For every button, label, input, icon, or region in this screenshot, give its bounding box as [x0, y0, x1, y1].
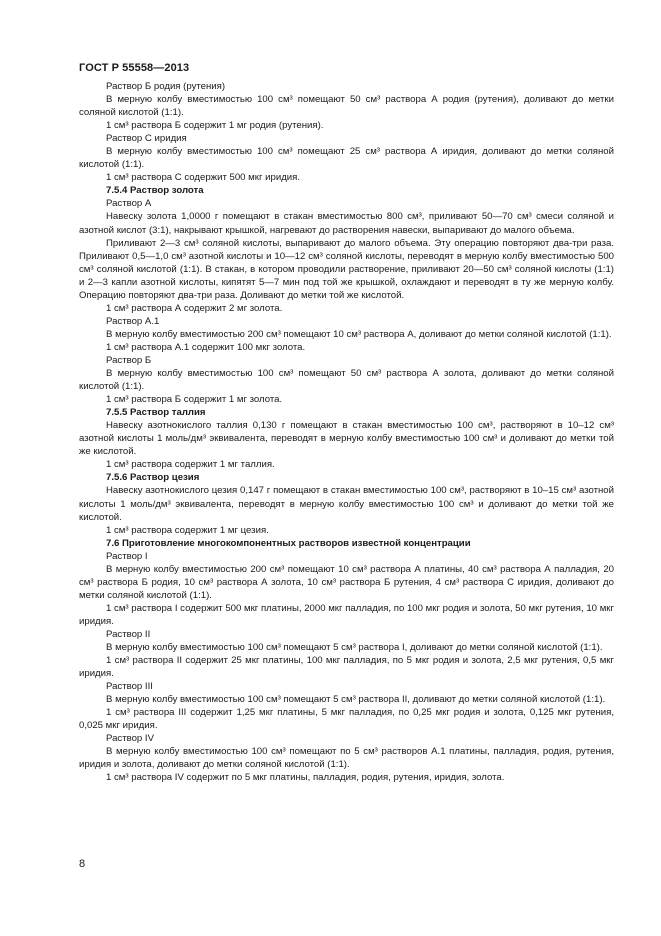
paragraph: В мерную колбу вместимостью 100 см³ помещают 25 см³ раствора А иридия, доливают до метки соляной кислотой (1:1).	[79, 146, 614, 171]
paragraph: 1 см³ раствора III содержит 1,25 мкг платины, 5 мкг палладия, по 0,25 мкг родия и золота, 0,125 мкг рутения, 0,025 мкг иридия.	[79, 707, 614, 732]
page-number: 8	[79, 858, 86, 870]
paragraph: 1 см³ раствора I содержит 500 мкг платины, 2000 мкг палладия, по 100 мкг родия и золота, 50 мкг рутения, 10 мкг иридия.	[79, 602, 614, 627]
document-header: ГОСТ Р 55558—2013	[79, 62, 190, 74]
paragraph: Раствор II	[106, 628, 151, 640]
paragraph: 1 см³ раствора содержит 1 мг цезия.	[106, 524, 269, 536]
paragraph: В мерную колбу вместимостью 100 см³ помещают 50 см³ раствора А золота, доливают до метки соляной кислотой (1:1).	[79, 368, 614, 393]
paragraph: В мерную колбу вместимостью 200 см³ помещают 10 см³ раствора А платины, 40 см³ раствора А палладия, 20 см³ раствора Б родия, 10 см³ раствора А золота, 10 см³ раствора Б рутения, 4 см³ раствора С иридия, доливают до метки соляной кислотой (1:1).	[79, 563, 614, 601]
paragraph: 1 см³ раствора А содержит 2 мг золота.	[106, 302, 283, 314]
paragraph: Раствор А.1	[106, 315, 160, 327]
paragraph: Раствор I	[106, 550, 148, 562]
paragraph: В мерную колбу вместимостью 100 см³ помещают 50 см³ раствора А родия (рутения), доливают до метки соляной кислотой (1:1).	[79, 94, 614, 119]
paragraph: 1 см³ раствора содержит 1 мг таллия.	[106, 459, 275, 471]
paragraph: 1 см³ раствора Б содержит 1 мг золота.	[106, 394, 283, 406]
paragraph: 1 см³ раствора II содержит 25 мкг платины, 100 мкг палладия, по 5 мкг родия и золота, 2,5 мкг рутения, 0,5 мкг иридия.	[79, 655, 614, 680]
paragraph: Раствор Б родия (рутения)	[106, 81, 226, 92]
paragraph: 1 см³ раствора IV содержит по 5 мкг платины, палладия, родия, рутения, иридия, золота.	[106, 772, 505, 784]
paragraph: Раствор Б	[106, 354, 152, 366]
section-heading: 7.5.4 Раствор золота	[106, 185, 204, 197]
section-heading: 7.5.5 Раствор таллия	[106, 407, 206, 419]
paragraph: Приливают 2—3 см³ соляной кислоты, выпаривают до малого объема. Эту операцию повторяют два-три раза. Приливают 0,5—1,0 см³ азотной кислоты и 10—12 см³ соляной кислоты, переводят в мерную колбу вместимостью 500 см³ соляной кислотой (1:1). В стакан, в котором проводили растворение, приливают 20—50 см³ соляной кислоты (1:1) и 2—3 капли азотной кислоты, кипятят 5—7 мин под той же крышкой, охлаждают и переводят в ту же мерную колбу. Операцию повторяют два-три раза. Доливают до метки той же кислотой.	[79, 237, 614, 301]
paragraph: В мерную колбу вместимостью 100 см³ помещают 5 см³ раствора I, доливают до метки соляной кислотой (1:1).	[106, 642, 603, 654]
paragraph: В мерную колбу вместимостью 100 см³ помещают 5 см³ раствора II, доливают до метки соляной кислотой (1:1).	[106, 694, 606, 706]
paragraph: Раствор С иридия	[106, 133, 187, 145]
paragraph: 1 см³ раствора С содержит 500 мкг иридия.	[106, 172, 301, 184]
section-heading: 7.5.6 Раствор цезия	[106, 472, 200, 484]
paragraph: Навеску золота 1,0000 г помещают в стакан вместимостью 800 см³, приливают 50—70 см³ смеси соляной и азотной кислот (3:1), накрывают крышкой, нагревают до растворения навески, выпаривают до малого объема.	[79, 211, 614, 236]
paragraph: В мерную колбу вместимостью 200 см³ помещают 10 см³ раствора А, доливают до метки соляной кислотой (1:1).	[106, 328, 612, 340]
paragraph: Навеску азотнокислого цезия 0,147 г помещают в стакан вместимостью 100 см³, растворяют в 10–15 см³ азотной кислоты 1 моль/дм³ эквивалента, переводят в мерную колбу вместимостью 100 см³ и доливают до метки той же кислотой.	[79, 485, 614, 523]
paragraph: 1 см³ раствора Б содержит 1 мг родия (рутения).	[106, 120, 324, 132]
paragraph: 1 см³ раствора А.1 содержит 100 мкг золота.	[106, 341, 306, 353]
section-heading: 7.6 Приготовление многокомпонентных растворов известной концентрации	[106, 537, 471, 549]
paragraph: Навеску азотнокислого таллия 0,130 г помещают в стакан вместимостью 100 см³, растворяют в 10–12 см³ азотной кислоты 1 моль/дм³ эквивалента, переводят в мерную колбу вместимостью 100 см³ и доливают до метки той же кислотой.	[79, 420, 614, 458]
paragraph: Раствор III	[106, 681, 153, 693]
paragraph: Раствор IV	[106, 733, 154, 745]
paragraph: В мерную колбу вместимостью 100 см³ помещают по 5 см³ растворов А.1 платины, палладия, родия, рутения, иридия и золота, доливают до метки соляной кислотой (1:1).	[79, 746, 614, 771]
paragraph: Раствор А	[106, 198, 152, 210]
document-body	[79, 80, 614, 785]
